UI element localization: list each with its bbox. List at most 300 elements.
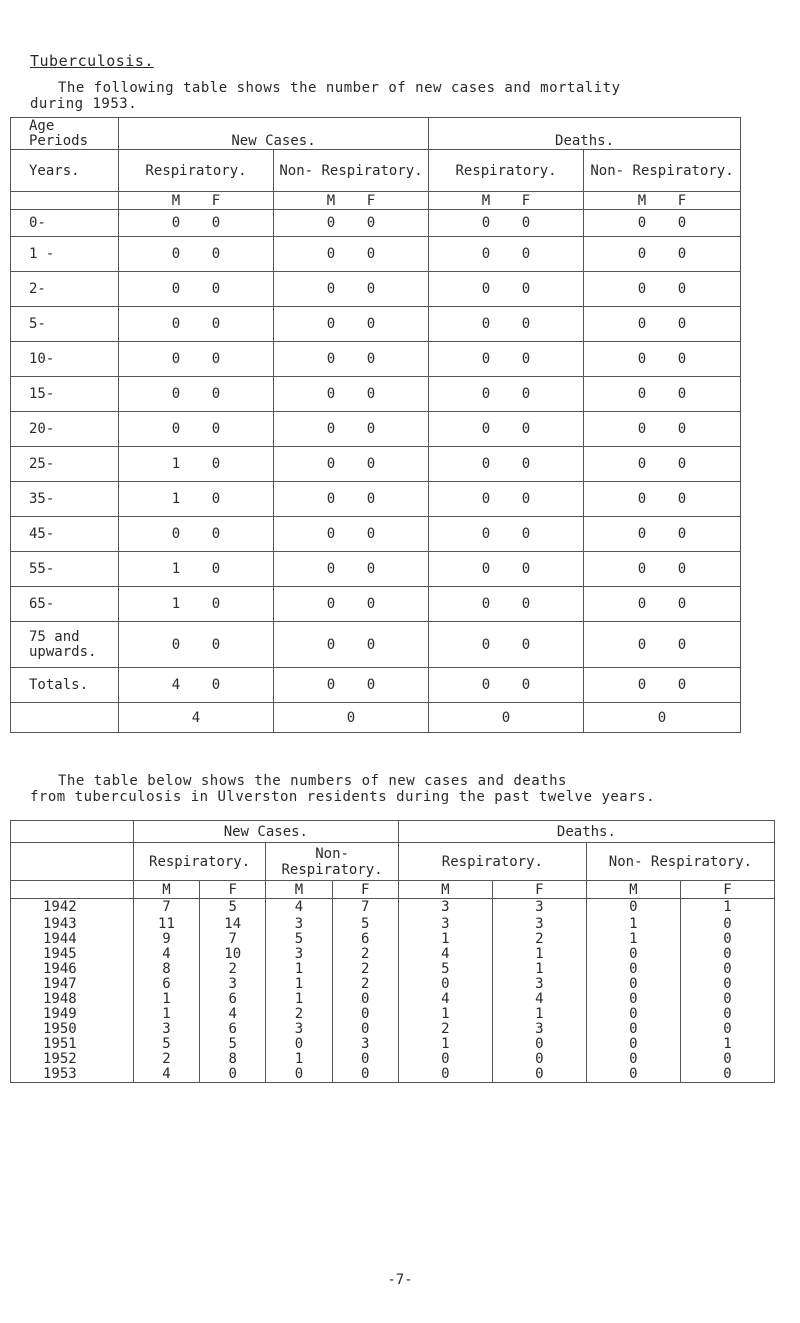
female-value: 0 (677, 526, 687, 542)
value-pair-cell (119, 517, 274, 552)
value-pair-cell (119, 622, 274, 668)
female-value: 5 (332, 917, 398, 932)
male-value: 0 (326, 386, 336, 402)
intro-line-2: during 1953. (30, 96, 138, 112)
value-pair-cell (274, 342, 429, 377)
mf-header-cell (119, 192, 274, 210)
male-value: 0 (171, 386, 181, 402)
section-heading: Tuberculosis. (30, 52, 154, 70)
male-value: 0 (326, 491, 336, 507)
male-value: 0 (481, 421, 491, 437)
male-value: 5 (266, 932, 332, 947)
female-value: 0 (211, 456, 221, 472)
value-pair-cell (584, 517, 741, 552)
female-value: 0 (677, 316, 687, 332)
female-value: 0 (677, 281, 687, 297)
blank-cell (11, 881, 134, 899)
male-value: 0 (481, 281, 491, 297)
value-pair (274, 561, 428, 577)
female-value: 0 (211, 636, 221, 653)
value-pair-cell (584, 622, 741, 668)
age-period-cell: 2- (11, 272, 119, 307)
value-pair (429, 246, 583, 262)
male-value: 5 (398, 962, 492, 977)
blank-cell (11, 843, 134, 881)
male-value: 1 (266, 962, 332, 977)
female-value: 3 (492, 977, 586, 992)
grand-total-row (11, 703, 741, 733)
value-pair-cell (119, 412, 274, 447)
male-value: 0 (326, 215, 336, 231)
value-pair (584, 561, 740, 577)
female-value: 0 (366, 281, 376, 297)
value-pair-cell (584, 272, 741, 307)
female-value: 0 (521, 386, 531, 402)
value-pair (429, 351, 583, 367)
value-pair-cell (274, 377, 429, 412)
value-pair-cell (429, 342, 584, 377)
value-pair-cell (119, 307, 274, 342)
female-value: 0 (366, 386, 376, 402)
male-value: 7 (133, 899, 199, 917)
male-value: 0 (481, 456, 491, 472)
value-pair-cell (429, 482, 584, 517)
female-value: 0 (521, 677, 531, 693)
female-value: 5 (200, 899, 266, 917)
year-cell: 1952 (11, 1052, 134, 1067)
male-value: 3 (398, 899, 492, 917)
male-label: M (326, 192, 336, 209)
female-label: F (366, 192, 376, 209)
male-value: 0 (326, 561, 336, 577)
male-value: 0 (586, 947, 680, 962)
value-pair-cell (274, 552, 429, 587)
female-value: 0 (492, 1052, 586, 1067)
male-value: 0 (586, 1067, 680, 1083)
value-pair (429, 677, 583, 693)
male-value: 1 (266, 1052, 332, 1067)
respiratory-header: Respiratory. (133, 843, 265, 881)
value-pair (274, 456, 428, 472)
value-pair (274, 316, 428, 332)
value-pair-cell (429, 668, 584, 703)
female-value: 0 (366, 677, 376, 693)
table-row (11, 668, 741, 703)
female-value: 0 (677, 386, 687, 402)
value-pair (274, 246, 428, 262)
mf-pair (429, 193, 583, 209)
value-pair-cell (119, 272, 274, 307)
value-pair (274, 281, 428, 297)
female-value: 0 (366, 526, 376, 542)
age-period-cell: 5- (11, 307, 119, 342)
male-value: 0 (171, 421, 181, 437)
value-pair (119, 246, 273, 262)
mf-pair (119, 193, 273, 209)
value-pair-cell (429, 237, 584, 272)
male-value: 4 (133, 1067, 199, 1083)
female-value: 0 (680, 917, 774, 932)
value-pair-cell (119, 668, 274, 703)
age-period-cell: 45- (11, 517, 119, 552)
table-row (11, 377, 741, 412)
table-row (11, 1022, 775, 1037)
value-pair-cell (274, 307, 429, 342)
male-value: 5 (133, 1037, 199, 1052)
male-value: 0 (637, 596, 647, 612)
female-label: F (521, 192, 531, 209)
year-cell: 1948 (11, 992, 134, 1007)
male-value: 0 (481, 215, 491, 231)
value-pair-cell (274, 668, 429, 703)
deaths-header: Deaths. (398, 821, 774, 843)
female-value: 0 (492, 1067, 586, 1083)
value-pair-cell (274, 237, 429, 272)
table-row (11, 342, 741, 377)
blank-cell (11, 703, 119, 733)
male-value: 3 (398, 917, 492, 932)
male-value: 4 (266, 899, 332, 917)
value-pair-cell (584, 342, 741, 377)
value-pair (584, 456, 740, 472)
value-pair-cell (584, 447, 741, 482)
male-value: 0 (326, 596, 336, 612)
value-pair (584, 215, 740, 231)
male-value: 0 (586, 962, 680, 977)
female-value: 0 (332, 1022, 398, 1037)
female-value: 0 (366, 561, 376, 577)
value-pair (274, 677, 428, 693)
female-value: 0 (211, 386, 221, 402)
value-pair (584, 526, 740, 542)
value-pair-cell (584, 587, 741, 622)
female-value: 0 (677, 456, 687, 472)
table-row (11, 977, 775, 992)
mf-pair (274, 193, 428, 209)
value-pair (119, 281, 273, 297)
male-value: 3 (133, 1022, 199, 1037)
value-pair (429, 596, 583, 612)
male-value: 0 (398, 977, 492, 992)
female-label: F (492, 881, 586, 899)
respiratory-deaths-header: Respiratory. (398, 843, 586, 881)
male-value: 0 (481, 386, 491, 402)
combined-total-cell: 4 (119, 703, 274, 733)
mf-header-cell (429, 192, 584, 210)
male-value: 0 (266, 1037, 332, 1052)
female-value: 3 (200, 977, 266, 992)
age-periods-header: Age Periods (11, 118, 119, 150)
female-label: F (211, 192, 221, 209)
combined-total-cell: 0 (429, 703, 584, 733)
male-value: 0 (586, 977, 680, 992)
male-value: 0 (398, 1067, 492, 1083)
male-value: 1 (586, 917, 680, 932)
female-value: 0 (680, 932, 774, 947)
value-pair-cell (119, 587, 274, 622)
table-row (11, 1007, 775, 1022)
female-value: 0 (211, 351, 221, 367)
year-cell: 1953 (11, 1067, 134, 1083)
table-row (11, 447, 741, 482)
female-value: 0 (332, 1007, 398, 1022)
female-value: 1 (680, 899, 774, 917)
male-value: 4 (398, 992, 492, 1007)
female-value: 0 (366, 596, 376, 612)
new-cases-header: New Cases. (133, 821, 398, 843)
age-period-cell: 25- (11, 447, 119, 482)
female-value: 0 (211, 316, 221, 332)
male-value: 0 (171, 246, 181, 262)
male-label: M (586, 881, 680, 899)
value-pair (584, 637, 740, 653)
female-value: 0 (332, 992, 398, 1007)
male-value: 2 (398, 1022, 492, 1037)
table-row (11, 412, 741, 447)
table-row (11, 307, 741, 342)
value-pair (584, 351, 740, 367)
male-value: 0 (326, 351, 336, 367)
female-value: 0 (680, 1022, 774, 1037)
male-value: 6 (133, 977, 199, 992)
female-value: 0 (521, 526, 531, 542)
female-value: 0 (521, 456, 531, 472)
value-pair (119, 421, 273, 437)
male-value: 1 (398, 1037, 492, 1052)
value-pair (274, 491, 428, 507)
value-pair-cell (584, 307, 741, 342)
value-pair (584, 316, 740, 332)
male-value: 1 (398, 932, 492, 947)
value-pair (119, 677, 273, 693)
male-value: 0 (481, 316, 491, 332)
male-value: 0 (586, 1037, 680, 1052)
male-label: M (266, 881, 332, 899)
male-label: M (637, 192, 647, 209)
value-pair-cell (429, 587, 584, 622)
value-pair (429, 491, 583, 507)
age-period-cell: 10- (11, 342, 119, 377)
age-period-cell: 20- (11, 412, 119, 447)
female-value: 0 (366, 215, 376, 231)
value-pair (274, 351, 428, 367)
male-value: 4 (171, 677, 181, 693)
value-pair (274, 596, 428, 612)
female-value: 0 (200, 1067, 266, 1083)
value-pair-cell (429, 210, 584, 237)
male-value: 0 (637, 636, 647, 653)
value-pair (119, 215, 273, 231)
female-value: 0 (677, 215, 687, 231)
female-value: 0 (677, 246, 687, 262)
female-value: 2 (200, 962, 266, 977)
respiratory-header: Respiratory. (119, 150, 274, 192)
female-value: 0 (332, 1067, 398, 1083)
table-row (11, 992, 775, 1007)
table-row (11, 899, 775, 917)
male-label: M (171, 192, 181, 209)
value-pair-cell (274, 447, 429, 482)
table-row (11, 1052, 775, 1067)
female-value: 0 (677, 351, 687, 367)
page-number: -7- (387, 1272, 413, 1288)
value-pair (429, 421, 583, 437)
male-value: 0 (481, 677, 491, 693)
female-value: 0 (211, 677, 221, 693)
table-row (11, 237, 741, 272)
female-value: 0 (366, 246, 376, 262)
value-pair (584, 386, 740, 402)
mf-header-cell (274, 192, 429, 210)
combined-total-cell: 0 (274, 703, 429, 733)
male-value: 8 (133, 962, 199, 977)
male-value: 0 (398, 1052, 492, 1067)
male-value: 1 (171, 596, 181, 612)
year-cell: 1951 (11, 1037, 134, 1052)
female-value: 0 (677, 596, 687, 612)
male-value: 0 (171, 281, 181, 297)
male-value: 0 (637, 281, 647, 297)
female-value: 0 (366, 421, 376, 437)
female-value: 0 (211, 215, 221, 231)
male-value: 1 (586, 932, 680, 947)
female-value: 1 (492, 1007, 586, 1022)
female-value: 2 (332, 977, 398, 992)
value-pair-cell (274, 517, 429, 552)
male-value: 3 (266, 947, 332, 962)
male-value: 0 (326, 677, 336, 693)
female-label: F (332, 881, 398, 899)
table-row (11, 622, 741, 668)
value-pair (119, 456, 273, 472)
years-header: Years. (11, 150, 119, 192)
male-label: M (481, 192, 491, 209)
value-pair (429, 215, 583, 231)
value-pair-cell (584, 377, 741, 412)
female-label: F (677, 192, 687, 209)
female-value: 0 (680, 992, 774, 1007)
male-value: 0 (637, 246, 647, 262)
male-value: 0 (326, 316, 336, 332)
female-value: 4 (200, 1007, 266, 1022)
male-value: 4 (133, 947, 199, 962)
female-value: 2 (492, 932, 586, 947)
male-value: 0 (481, 491, 491, 507)
value-pair (119, 561, 273, 577)
male-value: 0 (171, 636, 181, 653)
male-value: 1 (133, 1007, 199, 1022)
female-value: 3 (492, 899, 586, 917)
value-pair-cell (119, 377, 274, 412)
value-pair-cell (119, 342, 274, 377)
male-value: 0 (171, 526, 181, 542)
male-value: 0 (637, 456, 647, 472)
non-respiratory-deaths-header: Non- Respiratory. (586, 843, 774, 881)
value-pair-cell (119, 482, 274, 517)
male-value: 0 (326, 246, 336, 262)
value-pair-cell (274, 210, 429, 237)
male-value: 0 (637, 386, 647, 402)
male-value: 0 (481, 636, 491, 653)
male-value: 3 (266, 917, 332, 932)
value-pair (119, 491, 273, 507)
male-value: 0 (586, 1007, 680, 1022)
table-row (11, 587, 741, 622)
male-value: 3 (266, 1022, 332, 1037)
female-value: 0 (332, 1052, 398, 1067)
value-pair (429, 281, 583, 297)
female-value: 0 (680, 1067, 774, 1083)
male-value: 1 (171, 561, 181, 577)
female-value: 6 (200, 1022, 266, 1037)
second-paragraph (30, 773, 800, 805)
para2-line-2: from tuberculosis in Ulverston residents during the past twelve years. (30, 789, 656, 805)
male-value: 0 (326, 526, 336, 542)
age-period-cell: 15- (11, 377, 119, 412)
female-value: 2 (332, 962, 398, 977)
female-value: 0 (521, 246, 531, 262)
male-value: 0 (326, 281, 336, 297)
female-value: 5 (200, 1037, 266, 1052)
value-pair-cell (429, 412, 584, 447)
female-value: 1 (492, 962, 586, 977)
male-value: 0 (637, 526, 647, 542)
female-value: 6 (332, 932, 398, 947)
value-pair-cell (429, 552, 584, 587)
female-value: 0 (521, 215, 531, 231)
female-value: 0 (521, 596, 531, 612)
male-value: 2 (133, 1052, 199, 1067)
female-value: 0 (677, 491, 687, 507)
new-cases-header: New Cases. (119, 118, 429, 150)
twelve-year-table (10, 820, 775, 1083)
value-pair (429, 316, 583, 332)
blank-cell (11, 821, 134, 843)
value-pair-cell (429, 272, 584, 307)
female-value: 0 (521, 281, 531, 297)
mf-header-cell (584, 192, 741, 210)
para2-line-1: The table below shows the numbers of new cases and deaths (58, 773, 567, 789)
value-pair (119, 351, 273, 367)
female-value: 1 (492, 947, 586, 962)
male-value: 0 (637, 316, 647, 332)
female-value: 2 (332, 947, 398, 962)
male-value: 0 (171, 316, 181, 332)
female-value: 0 (521, 421, 531, 437)
female-value: 0 (677, 636, 687, 653)
value-pair-cell (584, 552, 741, 587)
female-value: 0 (521, 636, 531, 653)
male-label: M (398, 881, 492, 899)
female-value: 1 (680, 1037, 774, 1052)
value-pair (429, 561, 583, 577)
female-value: 0 (677, 561, 687, 577)
value-pair-cell (119, 237, 274, 272)
female-value: 0 (492, 1037, 586, 1052)
male-value: 0 (481, 596, 491, 612)
age-period-cell: 1 - (11, 237, 119, 272)
value-pair (274, 386, 428, 402)
male-value: 0 (326, 421, 336, 437)
male-value: 0 (586, 992, 680, 1007)
non-respiratory-header: Non- Respiratory. (274, 150, 429, 192)
value-pair-cell (584, 668, 741, 703)
female-value: 0 (680, 977, 774, 992)
value-pair (274, 421, 428, 437)
intro-paragraph (30, 80, 790, 112)
female-value: 0 (366, 351, 376, 367)
age-period-table (10, 117, 741, 733)
